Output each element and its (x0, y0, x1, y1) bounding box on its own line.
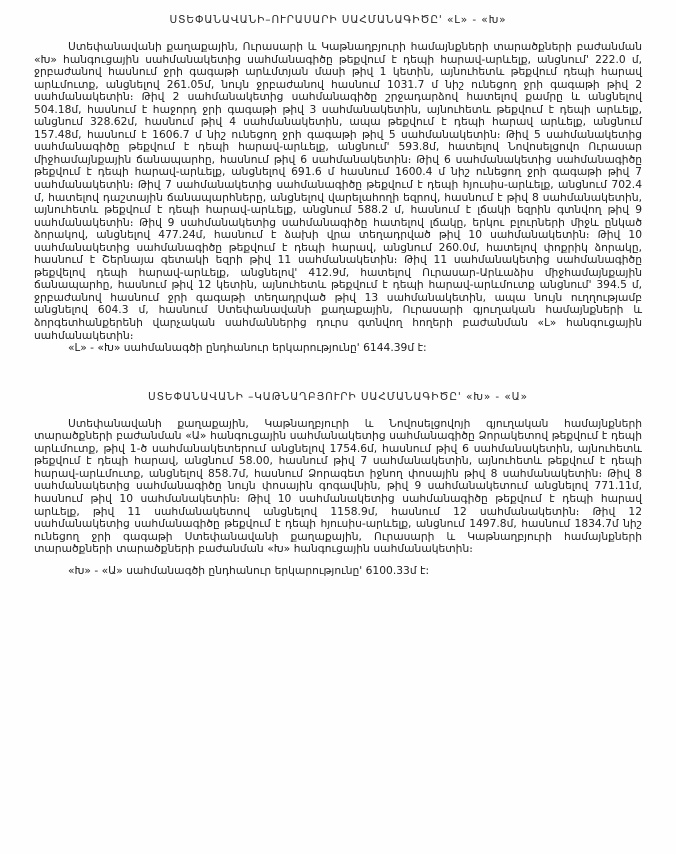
boundary-section-2 (34, 387, 642, 578)
section-heading-1: ՍՏԵՓԱՆԱՎԱՆԻ–ՈՒՐԱՍԱՐԻ ՍԱՀՄԱՆԱԳԻԾԸ' «Լ» - «Խ» (169, 14, 507, 26)
section-total-1: «Լ» - «Խ» սահմանագծի ընդհանուր երկարությունը' 6144.39մ է: (68, 341, 427, 355)
section-total-2: «Խ» - «Ա» սահմանագծի ընդհանուր երկարությունը' 6100.33մ է: (68, 563, 430, 577)
spacer (34, 405, 642, 418)
section-gap (34, 355, 642, 381)
section-body-1: Ստեփանավանի քաղաքային, Ուրասարի և Կաթնաղբյուրի համայնքների տարածքների բաժանման «Խ» հանգուցային սահմանակետից սահմանագիծը թեքվում է դեպի հարավ-արևելք, անցնում' 222.0 մ, ջրբաժանով հասնում ջրի գագաթի արևմտյան մասի թիվ 1 կետին, այնուհետև թեքվում դեպի հարավ արևմուտք, անցնելով 261.05մ, նույն ջրբաժանով հասնում 1031.7 մ նիշ ունեցող ջրի գագաթի թիվ 2 սահմանակետին։ Թիվ 2 սահմանակետից սահմանագիծը շրջադարձով հատելով քամրը և անցնելով 504.18մ, հասնում է հաջորդ ջրի գագաթի թիվ 3 սահմանակետին, այնուհետև թեքվում է դեպի արևելք, անցնում 328.62մ, հասնում թիվ 4 սահմանակետին, ապա թեքվում է դեպի հարավ արևելք, անցնում 157.48մ, հասնում է 1606.7 մ նիշ ունեցող ջրի գագաթի թիվ 5 սահմանակետին։ Թիվ 5 սահմանակետից սահմանագիծը թեքվում է դեպի հարավ-արևելք, անցնում' 593.8մ, հատելով Նովոսելցովո Ուրասար միջհամայնքային ճանապարհը, հասնում թիվ 6 սահմանակետին։ Թիվ 6 սահմանակետից սահմանագիծը թեքվում է դեպի հարավ-արևելք, անցնելով 691.6 մ հասնում 1600.4 մ նիշ ունեցող ջրի գագաթի թիվ 7 սահմանակետին։ Թիվ 7 սահմանակետից սահմանագիծը թեքվում է դեպի հյուսիս-արևելք, անցնում 702.4 մ, հատելով դաշտային ճանապարհները, անցնելով վարելահողի եզրով, հասնում է թիվ 8 սահմանակետին, այնուհետև թեքվում է դեպի հարավ-արևելք, անցնում 588.2 մ, հասնում է լճակի եզրին գտնվող թիվ 9 սահմանակետին։ Թիվ 9 սահմանակետից սահմանագիծը հատելով լճակը, երկու բլուրների միջև ընկած ձորակով, անցնելով 477.24մ, հասնում է ձախի վրա տեղադրված թիվ 10 սահմանակետին։ Թիվ 10 սահմանակետից սահմանագիծը թեքվում է դեպի հարավ, անցնում 260.0մ, հատելով փոքրիկ ձորակը, հասնում է Շերնայա գետակի եզրի թիվ 11 սահմանակետին։ Թիվ 11 սահմանակետից սահմանագիծը թեքվելով դեպի հարավ-արևելք, անցնելով' 412.9մ, հատելով Ուրասար-Արևաձիս միջհամայնքային ճանապարհը, հասնում թիվ 12 կետին, այնուհետև թեքվում է դեպի հարավ-արևմուտք անցնում' 394.5 մ, ջրբաժանով հասնում ջրի գագաթի տեղադրված թիվ 13 սահմանակետին, ապա նույն ուղղությամբ անցնելով 604.3 մ, հասնում Ստեփանավանի քաղաքային, Ուրասարի գյուղական համայնքների և ձորգետհանքերենի վարչական սահմաններից դուրս գտնվող հողերի բաժանման «Լ» հանգուցային սահմանակետին։ (34, 40, 642, 342)
section-heading-2: ՍՏԵՓԱՆԱՎԱՆԻ –ԿԱԹՆԱՂԲՅՈՒՐԻ ՍԱՀՄԱՆԱԳԻԾԸ' «Խ» - «Ա» (148, 390, 528, 403)
section-body-2: Ստեփանավանի քաղաքային, Կաթնաղբյուրի և Նովոսելցովոյի գյուղական համայնքների տարածքների բաժանման «Ա» հանգուցային սահմանակետից սահմանագիծը Ձորակետով թեքվում է դեպի արևմուտք, թիվ 1-ծ սահմանակետերում անցնելով 1754.6մ, հասնում թիվ 6 սահմանակետին, այնուհետև թեքվում է դեպի հարավ, անցնում 58.00, հասնում թիվ 7 սահմանակետին, այնուհետև թեքվում է դեպի հարավ-արևմուտք, անցնելով 858.7մ, հասնում Ձորագետ իջնող փոսային թիվ 8 սահմանակետին։ Թիվ 8 սահմանակետից սահմանագիծը նույն փոսային գոգավնին, թիվ 9 սահմանակետում անցնելով 771.11մ, հասնում թիվ 10 սահմանակետին։ Թիվ 10 սահմանակետից սահմանագիծը թեքվում է դեպի հարավ արևելք, թիվ 11 սահմանակետով անցնելով 1158.9մ, հասնում 12 սահմանակետին։ Թիվ 12 սահմանակետից սահմանագիծը թեքվում է դեպի հյուսիս-արևելք, անցնում 1497.8մ, հասնում 1834.7մ նիշ ունեցող ջրի գագաթի Ստեփանավանի քաղաքային, Ուրասարի և Կաթնաղբյուրի համայնքների տարածքների տարածքների բաժանման «Խ» հանգուցային սահմանակետին։ (34, 416, 642, 556)
boundary-section-1 (34, 10, 642, 355)
